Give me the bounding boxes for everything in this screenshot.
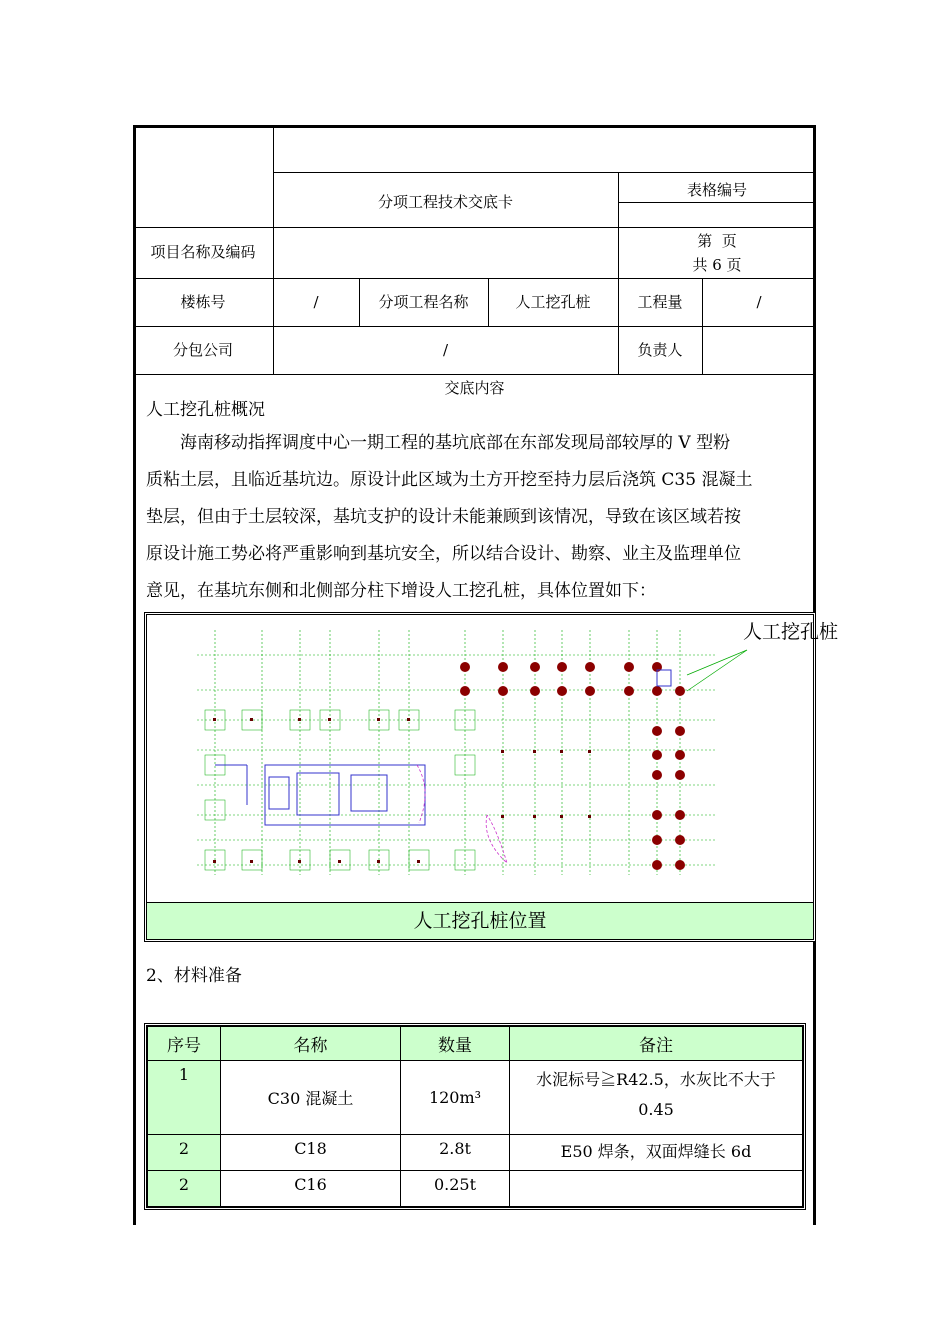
page-number: 第 页: [697, 232, 737, 250]
overview-paragraph: [146, 425, 806, 610]
project-label: 项目名称及编码: [150, 243, 256, 261]
rule: [133, 374, 816, 375]
rule: [133, 278, 816, 279]
content-heading: 交底内容: [444, 379, 505, 397]
rule: [273, 172, 816, 173]
paragraph-line: 原设计施工势必将严重影响到基坑安全，所以结合设计、勘察、业主及监理单位: [146, 544, 741, 564]
cell-qty: 2.8t: [401, 1135, 510, 1171]
note-line: 水泥标号≧R42.5，水灰比不大于: [536, 1070, 776, 1089]
subcontractor-value: /: [442, 341, 449, 359]
cell-note: [510, 1061, 803, 1135]
cell-note: [510, 1171, 803, 1207]
rule: [273, 125, 274, 374]
paragraph-line: 意见，在基坑东侧和北侧部分柱下增设人工挖孔桩，具体位置如下：: [146, 581, 656, 601]
pile-location-figure: [144, 612, 839, 942]
rule: [133, 227, 816, 228]
note-line: 0.45: [638, 1100, 674, 1119]
building-label: 楼栋号: [180, 293, 226, 311]
cell-qty: 120m³: [401, 1061, 510, 1135]
section1-title: 人工挖孔桩概况: [146, 400, 265, 420]
cell-no: 1: [148, 1061, 221, 1135]
materials-table: [144, 1023, 806, 1210]
building-value: /: [313, 293, 319, 311]
col-header-no: 序号: [148, 1027, 221, 1061]
cell-name: C18: [221, 1135, 401, 1171]
col-header-name: 名称: [221, 1027, 401, 1061]
paragraph-line: 质粘土层，且临近基坑边。原设计此区域为土方开挖至持力层后浇筑 C35 混凝土: [146, 470, 753, 490]
form-number-label: 表格编号: [686, 181, 747, 199]
subitem-label: 分项工程名称: [378, 293, 469, 311]
quantity-value: /: [756, 293, 762, 311]
paragraph-line: 垫层，但由于土层较深，基坑支护的设计未能兼顾到该情况，导致在该区域若按: [146, 507, 741, 527]
cell-name: C30 混凝土: [221, 1061, 401, 1135]
col-header-note: 备注: [510, 1027, 803, 1061]
figure-caption: 人工挖孔桩位置: [147, 902, 813, 939]
subitem-value: 人工挖孔桩: [515, 293, 591, 311]
rule: [133, 326, 816, 327]
cell-note: E50 焊条，双面焊缝长 6d: [510, 1135, 803, 1171]
col-header-qty: 数量: [401, 1027, 510, 1061]
subcontractor-label: 分包公司: [172, 341, 233, 359]
quantity-label: 工程量: [637, 293, 683, 311]
cell-no: 2: [148, 1135, 221, 1171]
card-title: 分项工程技术交底卡: [377, 193, 513, 211]
cell-no: 2: [148, 1171, 221, 1207]
table-row: [148, 1061, 803, 1135]
section2-title: 2、材料准备: [146, 966, 242, 986]
manager-label: 负责人: [637, 341, 683, 359]
table-row: [148, 1135, 803, 1171]
figure-callout: 人工挖孔桩: [743, 621, 839, 643]
cell-name: C16: [221, 1171, 401, 1207]
cell-qty: 0.25t: [401, 1171, 510, 1207]
rule: [618, 202, 816, 203]
paragraph-line: 海南移动指挥调度中心一期工程的基坑底部在东部发现局部较厚的 V 型粉: [180, 433, 731, 453]
table-row: [148, 1171, 803, 1207]
table-header-row: [148, 1027, 803, 1061]
page-total: 共 6 页: [692, 256, 742, 274]
pile-layout-drawing: [147, 615, 813, 903]
